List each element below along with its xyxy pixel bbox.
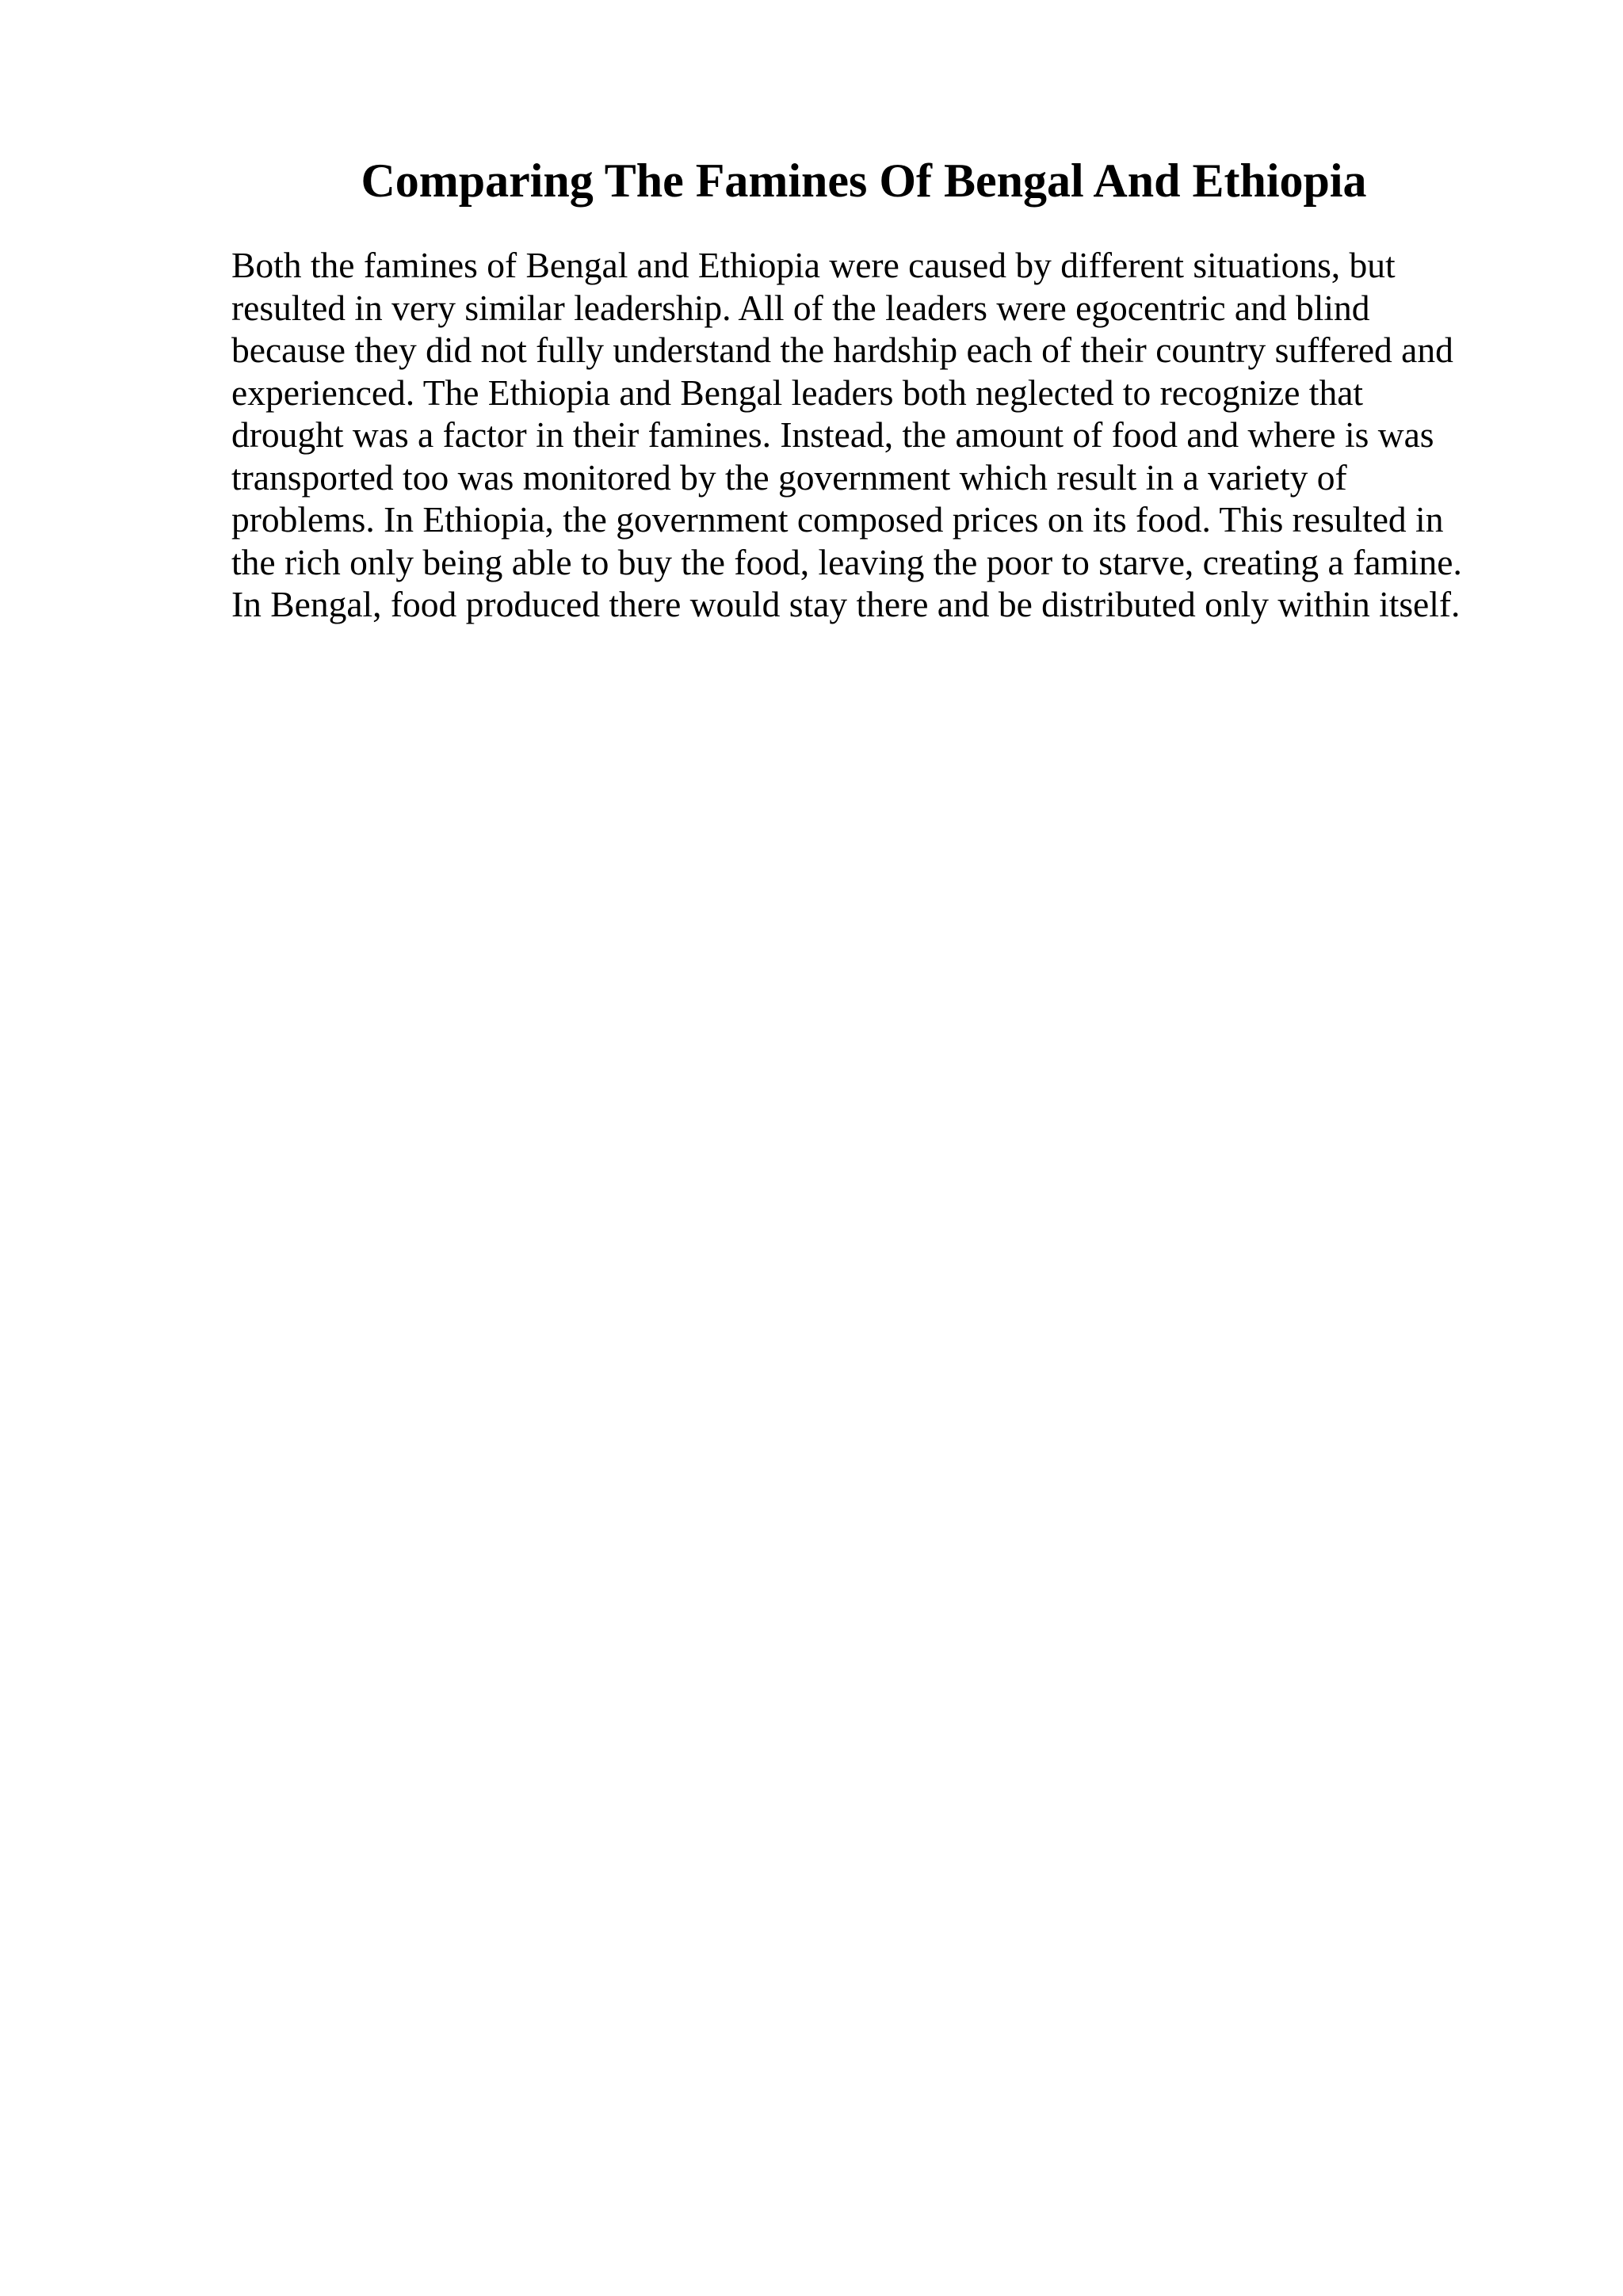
paragraph-line: experienced. The Ethiopia and Bengal leaders both neglected to recognize that xyxy=(231,372,1364,413)
paragraph-line: In Bengal, food produced there would stay there and be distributed only within itself. xyxy=(231,584,1461,624)
paragraph-line: transported too was monitored by the government which result in a variety of xyxy=(231,456,1347,498)
paragraph-line: problems. In Ethiopia, the government composed prices on its food. This resulted in xyxy=(231,499,1444,540)
paragraph-line: Both the famines of Bengal and Ethiopia were caused by different situations, but xyxy=(231,245,1396,285)
body-paragraph xyxy=(231,244,1515,626)
document-title: Comparing The Famines Of Bengal And Ethiopia xyxy=(361,154,1367,207)
paragraph-line: because they did not fully understand the hardship each of their country suffered and xyxy=(231,330,1453,370)
paragraph-line: drought was a factor in their famines. Instead, the amount of food and where is was xyxy=(231,414,1434,455)
paragraph-line: the rich only being able to buy the food, leaving the poor to starve, creating a famine. xyxy=(231,541,1462,582)
paragraph-line: resulted in very similar leadership. All of the leaders were egocentric and blind xyxy=(231,287,1370,328)
